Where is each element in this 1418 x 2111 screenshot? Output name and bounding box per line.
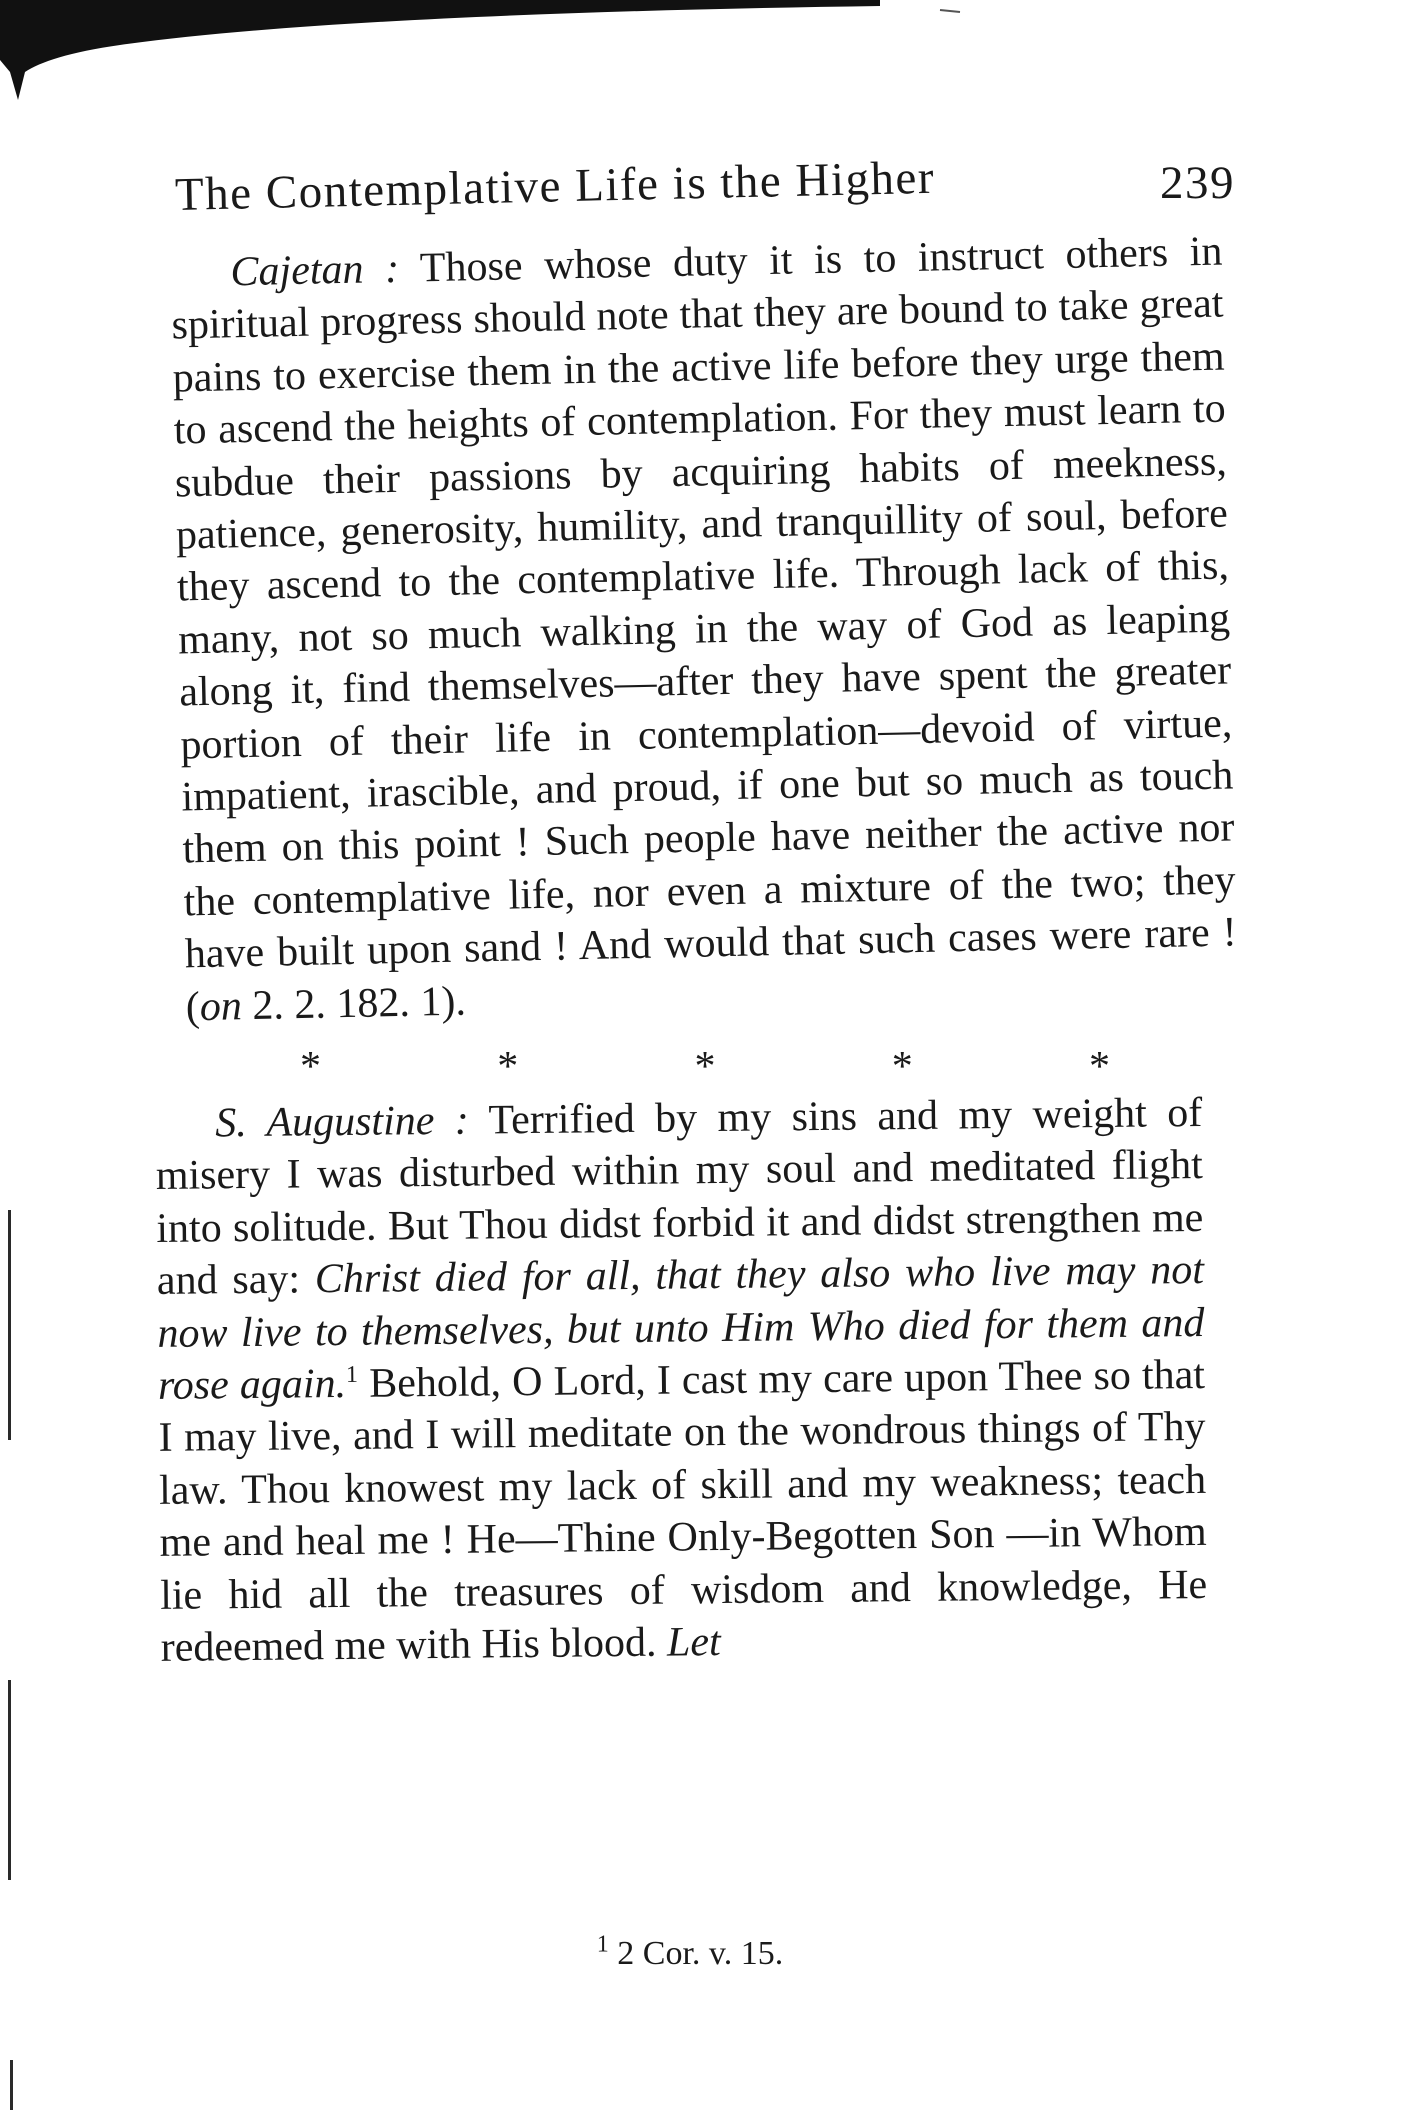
scan-left-edge-mark: [10, 2060, 13, 2110]
scripture-quote: Christ died for all, that they also who live may not now live to themselves, but unto Him Who died for them and rose again.: [157, 1247, 1205, 1410]
section-separator: [300, 1042, 1110, 1092]
scan-left-edge-mark: [8, 1680, 11, 1880]
paragraph-augustine-text-2: Behold, O Lord, I cast my care upon Thee so that I may live, and I will meditate on the wondrous things of Thy law. Thou knowest my lack of skill and my weakness; teach me and heal me ! He—Thine Only-Begotten Son —in Whom lie hid all the treasures of wisdom and knowledge, He redeemed me with His blood.: [158, 1352, 1208, 1672]
footnote: [150, 1931, 1230, 1973]
paragraph-cajetan-text: Those whose duty it is to instruct others in spiritual progress should note that they are bound to take great pains to exercise them in the active life before they urge them to ascend the heights of contemplation. For they must learn to subdue their passions by acquiring habits of meekness, patience, generosity, humility, and tranquillity of soul, before they ascend to the contemplative life. Through lack of this, many, not so much walking in the way of God as leaping along it, find themselves—after they have spent the greater portion of their life in contemplation—devoid of virtue, impatient, irascible, and proud, if one but so much as touch them on this point ! Such people have neither the active nor the contemplative life, nor even a mixture of the two; they have built upon sand ! And would that such cases were rare !: [171, 228, 1238, 978]
speaker-augustine: S. Augustine :: [215, 1097, 470, 1147]
separator-star: *: [891, 1044, 913, 1091]
citation-on: on: [199, 982, 243, 1030]
paragraph-augustine: [150, 1087, 1236, 1675]
running-head-title: The Contemplative Life is the Higher: [174, 151, 936, 221]
last-word: Let: [666, 1619, 721, 1666]
separator-star: *: [694, 1044, 716, 1091]
footnote-text: 2 Cor. v. 15.: [617, 1935, 784, 1972]
paragraph-cajetan: [150, 225, 1246, 1034]
page-number: 239: [1160, 157, 1235, 209]
citation-reference: 2. 2. 182. 1).: [251, 978, 467, 1029]
separator-star: *: [1089, 1044, 1110, 1091]
separator-star: *: [300, 1044, 321, 1091]
paragraph-augustine-text-1: Terrified by my sins and my weight of misery I was disturbed within my soul and meditated flight into solitude. But Thou didst forbid it and didst strengthen me and say:: [155, 1090, 1204, 1305]
book-page: [150, 138, 1238, 1972]
scan-left-edge-mark: [8, 1210, 11, 1440]
scan-edge-shadow: [0, 0, 1418, 110]
footnote-number: 1: [596, 1931, 609, 1958]
footnote-marker: 1: [345, 1361, 359, 1389]
separator-star: *: [497, 1044, 519, 1091]
speaker-cajetan: Cajetan :: [230, 245, 400, 296]
citation-open: (: [185, 983, 201, 1031]
